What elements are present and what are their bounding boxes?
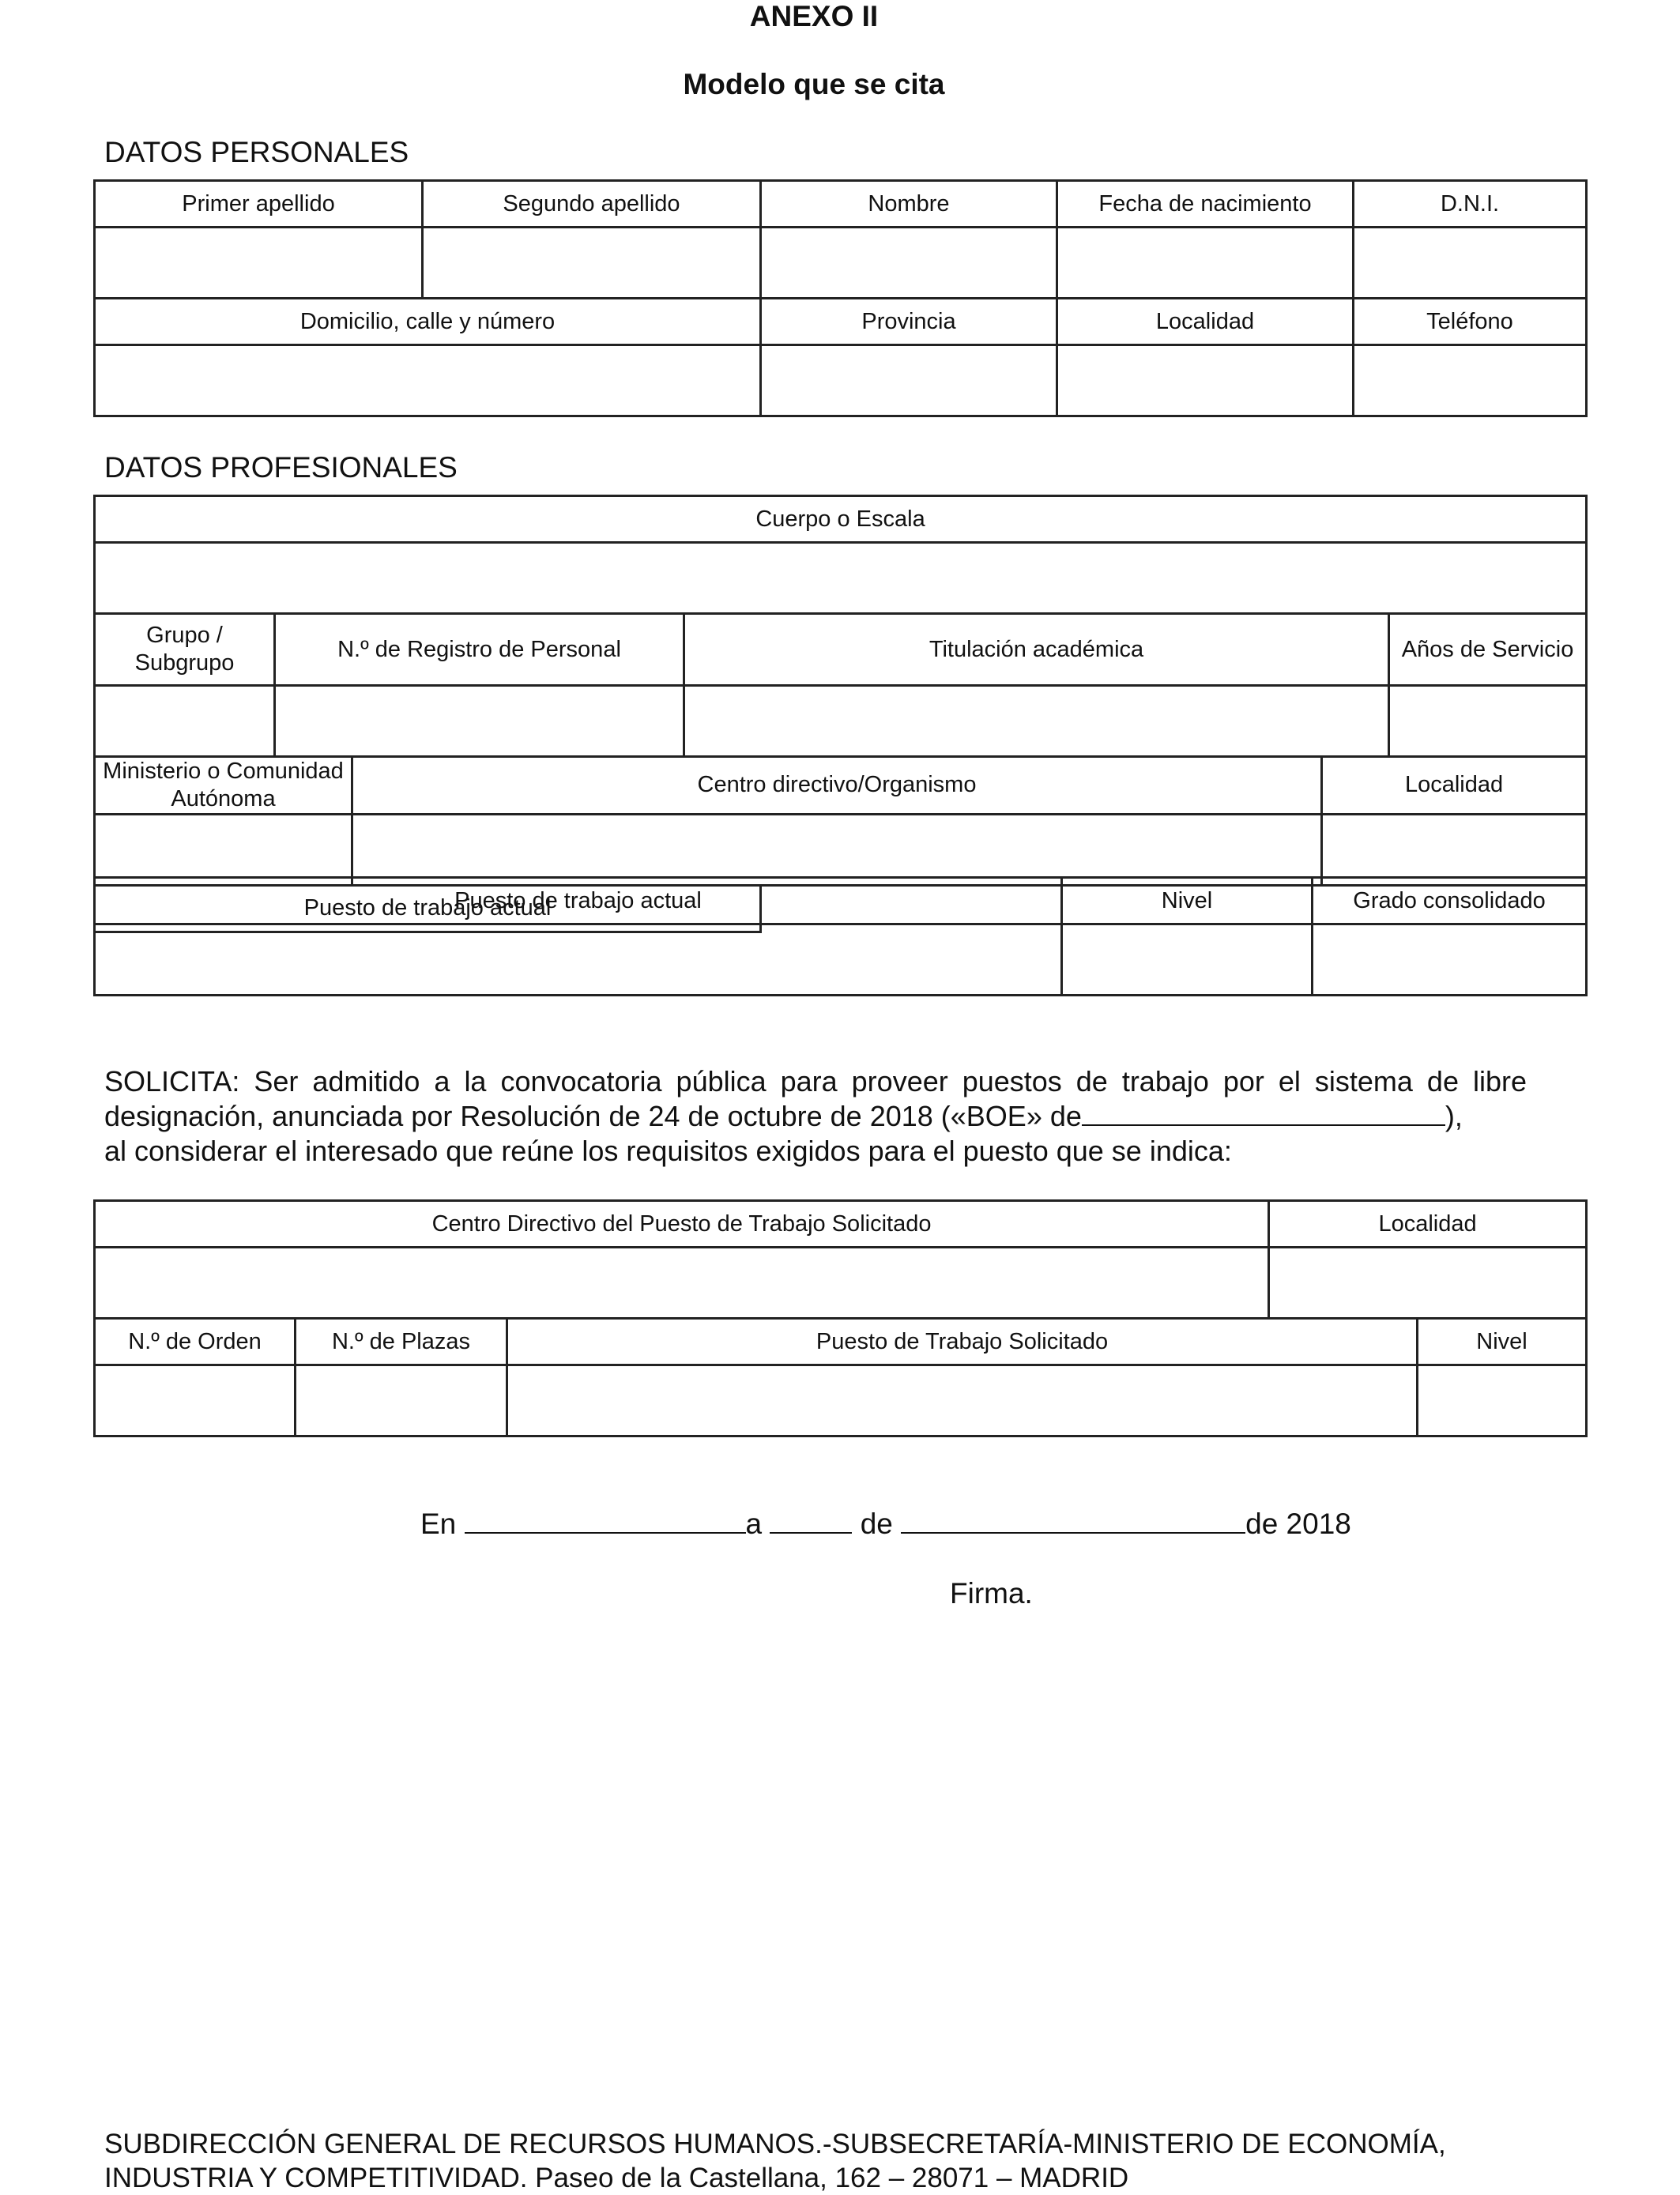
requested-post-table [93,1199,1588,1320]
professional-data-heading: DATOS PROFESIONALES [104,451,458,484]
label-titulacion: Titulación académica [684,614,1389,686]
label-localidad: Localidad [1057,299,1354,345]
label-provincia: Provincia [761,299,1057,345]
boe-date-blank[interactable] [1082,1101,1445,1126]
field-anos-servicio[interactable] [1389,686,1587,757]
label-numero-plazas: N.º de Plazas [296,1319,507,1365]
label-puesto-actual: Puesto de trabajo actual [95,885,761,932]
label-telefono: Teléfono [1354,299,1587,345]
label-puesto-trabajo-actual: Puesto de trabajo actual [95,878,1062,924]
label-registro-personal: N.º de Registro de Personal [275,614,684,686]
personal-data-table [93,179,1588,417]
label-centro-directivo: Centro directivo/Organismo [352,757,1322,815]
professional-data-table [93,495,1588,933]
field-numero-orden[interactable] [95,1365,296,1436]
label-grado-consolidado: Grado consolidado [1313,878,1587,924]
field-localidad[interactable] [1057,345,1354,416]
label-puesto-solicitado: Puesto de Trabajo Solicitado [507,1319,1418,1365]
field-nivel-actual[interactable] [1062,924,1313,996]
field-segundo-apellido[interactable] [423,228,761,299]
day-blank[interactable] [770,1508,852,1534]
label-grupo-subgrupo: Grupo / Subgrupo [95,614,275,686]
label-nivel-solicitado: Nivel [1418,1319,1587,1365]
month-blank[interactable] [901,1508,1245,1534]
field-centro-directivo-solicitado[interactable] [95,1248,1269,1319]
request-paragraph [104,1064,1527,1169]
field-provincia[interactable] [761,345,1057,416]
label-localidad-profesional: Localidad [1322,757,1587,815]
field-registro-personal[interactable] [275,686,684,757]
field-fecha-nacimiento[interactable] [1057,228,1354,299]
label-anos-servicio: Años de Servicio [1389,614,1587,686]
label-numero-orden: N.º de Orden [95,1319,296,1365]
field-nombre[interactable] [761,228,1057,299]
footer-line-2: INDUSTRIA Y COMPETITIVIDAD. Paseo de la Castellana, 162 – 28071 – MADRID [104,2163,1129,2193]
footer-line-1: SUBDIRECCIÓN GENERAL DE RECURSOS HUMANOS.-SUBSECRETARÍA-MINISTERIO DE ECONOMÍA, [104,2129,1446,2159]
field-numero-plazas[interactable] [296,1365,507,1436]
field-primer-apellido[interactable] [95,228,423,299]
field-localidad-profesional[interactable] [1322,814,1587,885]
field-dni[interactable] [1354,228,1587,299]
label-nivel-actual: Nivel [1062,878,1313,924]
year-label: de 2018 [1245,1508,1351,1540]
request-line-1: SOLICITA: Ser admitido a la convocatoria pública para proveer puestos de trabajo por el sistema de libre [104,1065,1527,1098]
label-cuerpo-escala: Cuerpo o Escala [95,496,1587,543]
footer-address [104,2127,1590,2195]
place-blank[interactable] [465,1508,746,1534]
field-grado-consolidado[interactable] [1313,924,1587,996]
request-line-2-end: ), [1445,1100,1463,1132]
field-telefono[interactable] [1354,345,1587,416]
label-primer-apellido: Primer apellido [95,181,423,228]
current-post-table [93,876,1588,996]
field-titulacion[interactable] [684,686,1389,757]
label-ministerio: Ministerio o Comunidad Autónoma [95,757,352,815]
field-domicilio[interactable] [95,345,761,416]
field-nivel-solicitado[interactable] [1418,1365,1587,1436]
form-subtitle: Modelo que se cita [683,68,945,100]
label-localidad-solicitada: Localidad [1269,1201,1587,1248]
field-grupo-subgrupo[interactable] [95,686,275,757]
annex-title: ANEXO II [749,0,879,32]
label-centro-directivo-solicitado: Centro Directivo del Puesto de Trabajo Solicitado [95,1201,1269,1248]
signature-label: Firma. [950,1577,1033,1610]
field-puesto-solicitado[interactable] [507,1365,1418,1436]
requested-post-details-table [93,1317,1588,1437]
place-en-label: En [420,1508,457,1540]
request-line-2-start: designación, anunciada por Resolución de 24 de octubre de 2018 («BOE» de [104,1100,1082,1132]
label-segundo-apellido: Segundo apellido [423,181,761,228]
personal-data-heading: DATOS PERSONALES [104,136,409,168]
place-a-label: a [745,1508,763,1540]
place-de-label: de [860,1508,893,1540]
field-localidad-solicitada[interactable] [1269,1248,1587,1319]
label-fecha-nacimiento: Fecha de nacimiento [1057,181,1354,228]
request-line-2 [104,1099,1527,1134]
request-line-3: al considerar el interesado que reúne los requisitos exigidos para el puesto que se indica: [104,1135,1232,1167]
field-centro-directivo[interactable] [352,814,1322,885]
label-nombre: Nombre [761,181,1057,228]
label-domicilio: Domicilio, calle y número [95,299,761,345]
place-date-line [420,1508,1351,1541]
label-dni: D.N.I. [1354,181,1587,228]
field-ministerio[interactable] [95,814,352,885]
field-puesto-trabajo-actual[interactable] [95,924,1062,996]
field-cuerpo-escala[interactable] [95,543,1587,614]
